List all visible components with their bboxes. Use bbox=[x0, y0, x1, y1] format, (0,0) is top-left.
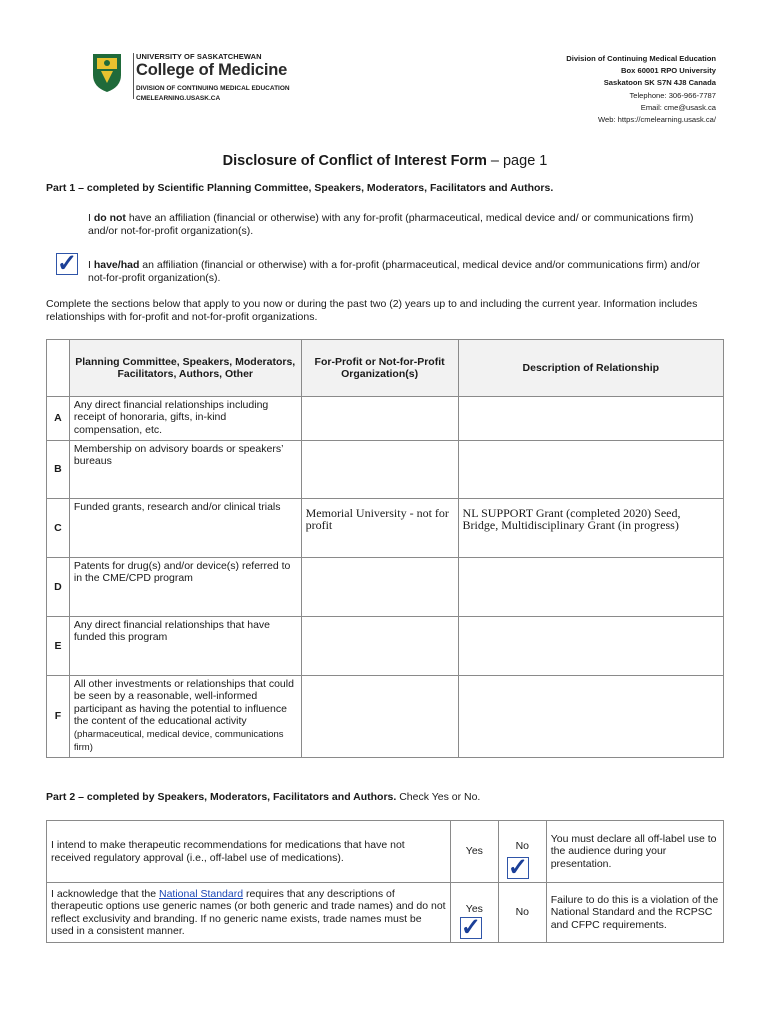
row-label: Any direct financial relationships that have funded this program bbox=[69, 617, 301, 676]
yes-checkbox[interactable] bbox=[460, 914, 482, 941]
header-organization: For-Profit or Not-for-Profit Organization(s) bbox=[301, 340, 458, 397]
row-label: Membership on advisory boards or speakers’ bureaus bbox=[69, 441, 301, 499]
row-label: Patents for drug(s) and/or device(s) referred to in the CME/CPD program bbox=[69, 558, 301, 617]
no-option[interactable]: No bbox=[498, 883, 546, 943]
desc-field[interactable] bbox=[458, 558, 723, 617]
row-letter: B bbox=[47, 441, 70, 499]
table-row bbox=[47, 441, 724, 499]
header-category: Planning Committee, Speakers, Moderators, Facilitators, Authors, Other bbox=[69, 340, 301, 397]
desc-value: NL SUPPORT Grant (completed 2020) Seed, Bridge, Multidisciplinary Grant (in progress) bbox=[462, 507, 681, 533]
table-row bbox=[47, 676, 724, 758]
org-field[interactable] bbox=[301, 617, 458, 676]
checkmark-icon: ✓ bbox=[460, 914, 481, 941]
row-letter: E bbox=[47, 617, 70, 676]
statement-offlabel: I intend to make therapeutic recommendations for medications that have not received regulatory approval (i.e., off-label use of medications). bbox=[47, 821, 451, 883]
row-letter: F bbox=[47, 676, 70, 758]
row-label: All other investments or relationships that could be seen by a reasonable, well-informed participant as having the potential to influence the content of the educational activity (pharmaceutical, medical device, communications firm) bbox=[69, 676, 301, 758]
note-offlabel: You must declare all off-label use to the audience during your presentation. bbox=[546, 821, 723, 883]
table-row bbox=[47, 821, 724, 883]
note-generic-names: Failure to do this is a violation of the National Standard and the RCPSC and CFPC requirements. bbox=[546, 883, 723, 943]
row-letter: D bbox=[47, 558, 70, 617]
desc-field[interactable] bbox=[458, 441, 723, 499]
org-field[interactable] bbox=[301, 676, 458, 758]
intro-text: Complete the sections below that apply to you now or during the past two (2) years up to and including the current year. Information includes relationships with for-profit and not-for-profit organizations. bbox=[46, 298, 698, 323]
corner-cell bbox=[47, 340, 70, 397]
usask-crest-logo bbox=[92, 53, 122, 93]
table-row bbox=[47, 499, 724, 558]
cme-website: CMELEARNING.USASK.CA bbox=[136, 95, 221, 102]
national-standard-link[interactable]: National Standard bbox=[159, 887, 244, 900]
yes-option[interactable]: Yes bbox=[450, 821, 498, 883]
desc-field[interactable] bbox=[458, 499, 723, 558]
telephone: Telephone: 306-966-7787 bbox=[629, 90, 716, 100]
affiliation-checkbox[interactable] bbox=[56, 250, 78, 277]
table-row bbox=[47, 397, 724, 441]
web-address: Web: https://cmelearning.usask.ca/ bbox=[597, 115, 716, 125]
table-row bbox=[47, 558, 724, 617]
option-no-affiliation[interactable]: I do not have an affiliation (financial or otherwise) with any for-profit (pharmaceutical, medical device and/ or communications firm) and/or not-for-profit organization(s). bbox=[88, 212, 694, 237]
part1-heading: Part 1 – completed by Scientific Planning Committee, Speakers, Moderators, Facilitators and Authors. bbox=[46, 182, 554, 194]
checkmark-icon: ✓ bbox=[507, 854, 528, 881]
contact-address bbox=[566, 53, 716, 126]
row-letter: A bbox=[47, 397, 70, 441]
desc-field[interactable] bbox=[458, 397, 723, 441]
address-line: Saskatoon SK S7N 4J8 Canada bbox=[603, 78, 716, 88]
org-field[interactable] bbox=[301, 397, 458, 441]
college-name: College of Medicine bbox=[136, 61, 288, 79]
statement-generic-names: I acknowledge that the National Standard requires that any descriptions of therapeutic options use generic names (or both generic and trade names) and do not reflect exclusivity and branding. If no generic name exists, trade names must be used in a consistent manner. bbox=[47, 883, 451, 943]
university-name: UNIVERSITY OF SASKATCHEWAN bbox=[136, 52, 262, 61]
part2-heading: Part 2 – completed by Speakers, Moderators, Facilitators and Authors. Check Yes or No. bbox=[46, 791, 481, 803]
desc-field[interactable] bbox=[458, 676, 723, 758]
org-field[interactable] bbox=[301, 499, 458, 558]
table-row bbox=[47, 617, 724, 676]
org-value: Memorial University - not for profit bbox=[305, 507, 449, 533]
form-title: Disclosure of Conflict of Interest Form – page 1 bbox=[222, 153, 548, 169]
no-checkbox[interactable] bbox=[507, 854, 529, 881]
address-line: Division of Continuing Medical Education bbox=[566, 54, 716, 63]
desc-field[interactable] bbox=[458, 617, 723, 676]
part2-table bbox=[46, 820, 724, 943]
row-letter: C bbox=[47, 499, 70, 558]
org-field[interactable] bbox=[301, 558, 458, 617]
logo-divider bbox=[133, 53, 134, 99]
table-row bbox=[47, 883, 724, 943]
header-description: Description of Relationship bbox=[458, 340, 723, 397]
no-option[interactable]: No ✓ bbox=[498, 821, 546, 883]
row-label: Funded grants, research and/or clinical trials bbox=[69, 499, 301, 558]
division-name: DIVISION OF CONTINUING MEDICAL EDUCATION bbox=[136, 85, 290, 92]
checkmark-icon: ✓ bbox=[57, 250, 78, 277]
org-field[interactable] bbox=[301, 441, 458, 499]
address-line: Box 60001 RPO University bbox=[621, 66, 716, 76]
option-has-affiliation[interactable]: I have/had an affiliation (financial or otherwise) with a for-profit (pharmaceutical, medical device and/or communications firm) and/or not-for-profit organization(s). bbox=[88, 259, 701, 284]
email: Email: cme@usask.ca bbox=[640, 102, 716, 112]
yes-option[interactable]: Yes ✓ bbox=[450, 883, 498, 943]
row-label: Any direct financial relationships including receipt of honoraria, gifts, in-kind compensation, etc. bbox=[69, 397, 301, 441]
disclosure-table bbox=[46, 339, 724, 758]
